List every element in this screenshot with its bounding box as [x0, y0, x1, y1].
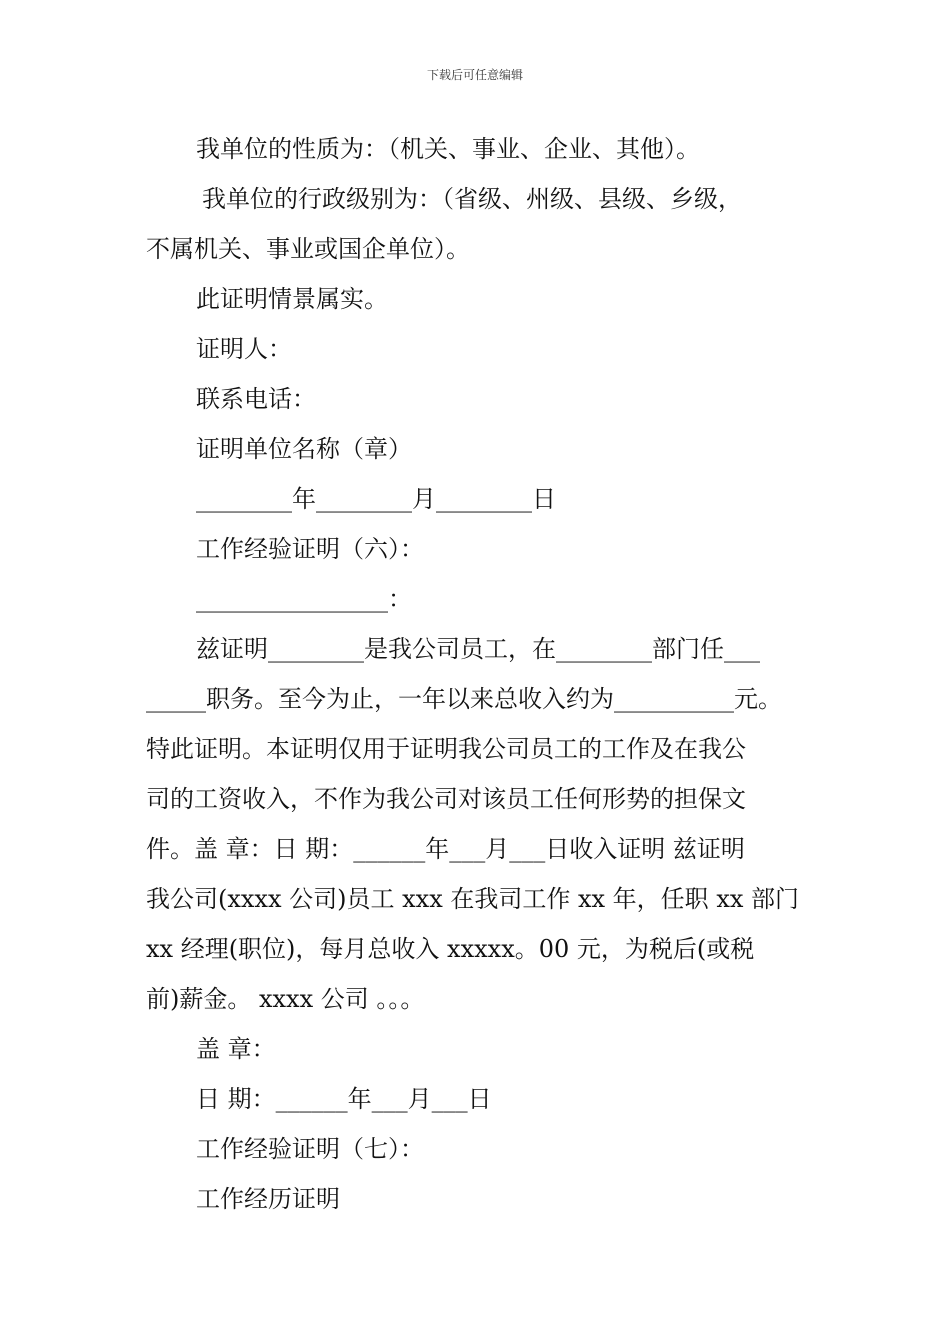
paragraph-line: 我单位的性质为：（机关、事业、企业、其他）。	[196, 135, 700, 163]
paragraph-line: 此证明情景属实。	[196, 285, 388, 313]
paragraph-line: 我公司(xxxx 公司)员工 xxx 在我司工作 xx 年，任职 xx 部门	[146, 885, 800, 913]
paragraph-line: 我单位的行政级别为：（省级、州级、县级、乡级，	[202, 185, 742, 213]
paragraph-line: 前)薪金。 xxxx 公司 。。。	[146, 985, 425, 1013]
paragraph-line: 工作经验证明（六）：	[196, 535, 424, 563]
paragraph-line: 联系电话：	[196, 385, 316, 413]
page-header-note: 下载后可任意编辑	[426, 68, 523, 82]
paragraph-line: 工作经验证明（七）：	[196, 1135, 424, 1163]
paragraph-line: 件。盖 章：日 期：______年___月___日收入证明 兹证明	[146, 835, 745, 863]
paragraph-line: 兹证明________是我公司员工，在________部门任___	[196, 635, 760, 663]
paragraph-line: 证明人：	[196, 335, 292, 363]
paragraph-line: 司的工资收入，不作为我公司对该员工任何形势的担保文	[146, 785, 746, 813]
paragraph-line: ________________：	[196, 585, 412, 613]
paragraph-line: 盖 章：	[196, 1035, 276, 1063]
paragraph-line: _____职务。至今为止，一年以来总收入约为__________元。	[146, 685, 782, 713]
paragraph-line: xx 经理(职位)，每月总收入 xxxxx。00 元，为税后(或税	[146, 935, 755, 963]
paragraph-line: 日 期：______年___月___日	[196, 1085, 492, 1113]
paragraph-line: 特此证明。本证明仅用于证明我公司员工的工作及在我公	[146, 735, 746, 763]
document-body	[146, 124, 822, 1224]
paragraph-line: 证明单位名称（章）	[196, 435, 412, 463]
paragraph-line: 不属机关、事业或国企单位）。	[146, 235, 470, 263]
paragraph-line: 工作经历证明	[196, 1185, 340, 1213]
paragraph-line: ________年________月________日	[196, 485, 556, 513]
